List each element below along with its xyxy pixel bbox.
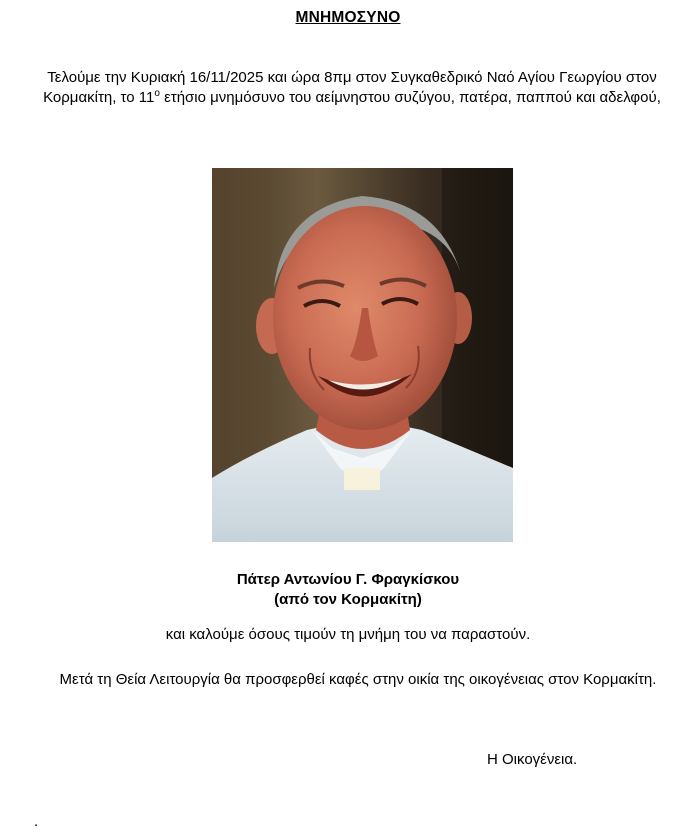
page-title: ΜΝΗΜΟΣΥΝΟ: [295, 9, 401, 26]
deceased-name-block: [0, 570, 696, 610]
ordinal-superscript: ο: [154, 88, 160, 99]
after-liturgy-text: Μετά τη Θεία Λειτουργία θα προσφερθεί καφές στην οικία της οικογένειας στον Κορμακίτη.: [59, 671, 657, 688]
trailing-mark: .: [34, 813, 39, 830]
deceased-origin: (από τον Κορμακίτη): [274, 591, 422, 608]
portrait-photo: [212, 168, 513, 542]
invitation-text: και καλούμε όσους τιμούν τη μνήμη του να παραστούν.: [165, 626, 531, 643]
portrait-illustration: [212, 168, 513, 542]
deceased-name: Πάτερ Αντωνίου Γ. Φραγκίσκου: [236, 571, 460, 588]
intro-text-end: ετήσιο μνημόσυνο του αείμνηστου συζύγου, πατέρα, παππού και αδελφού,: [159, 89, 661, 106]
intro-paragraph: [34, 68, 670, 108]
family-signature: Η Οικογένεια.: [487, 751, 578, 768]
intro-text-start: Τελούμε την Κυριακή 16/11/2025 και ώρα 8πμ στον Συγκαθεδρικό Ναό Αγίου Γεωργίου στον Κορμακίτη, το 11: [43, 69, 657, 106]
